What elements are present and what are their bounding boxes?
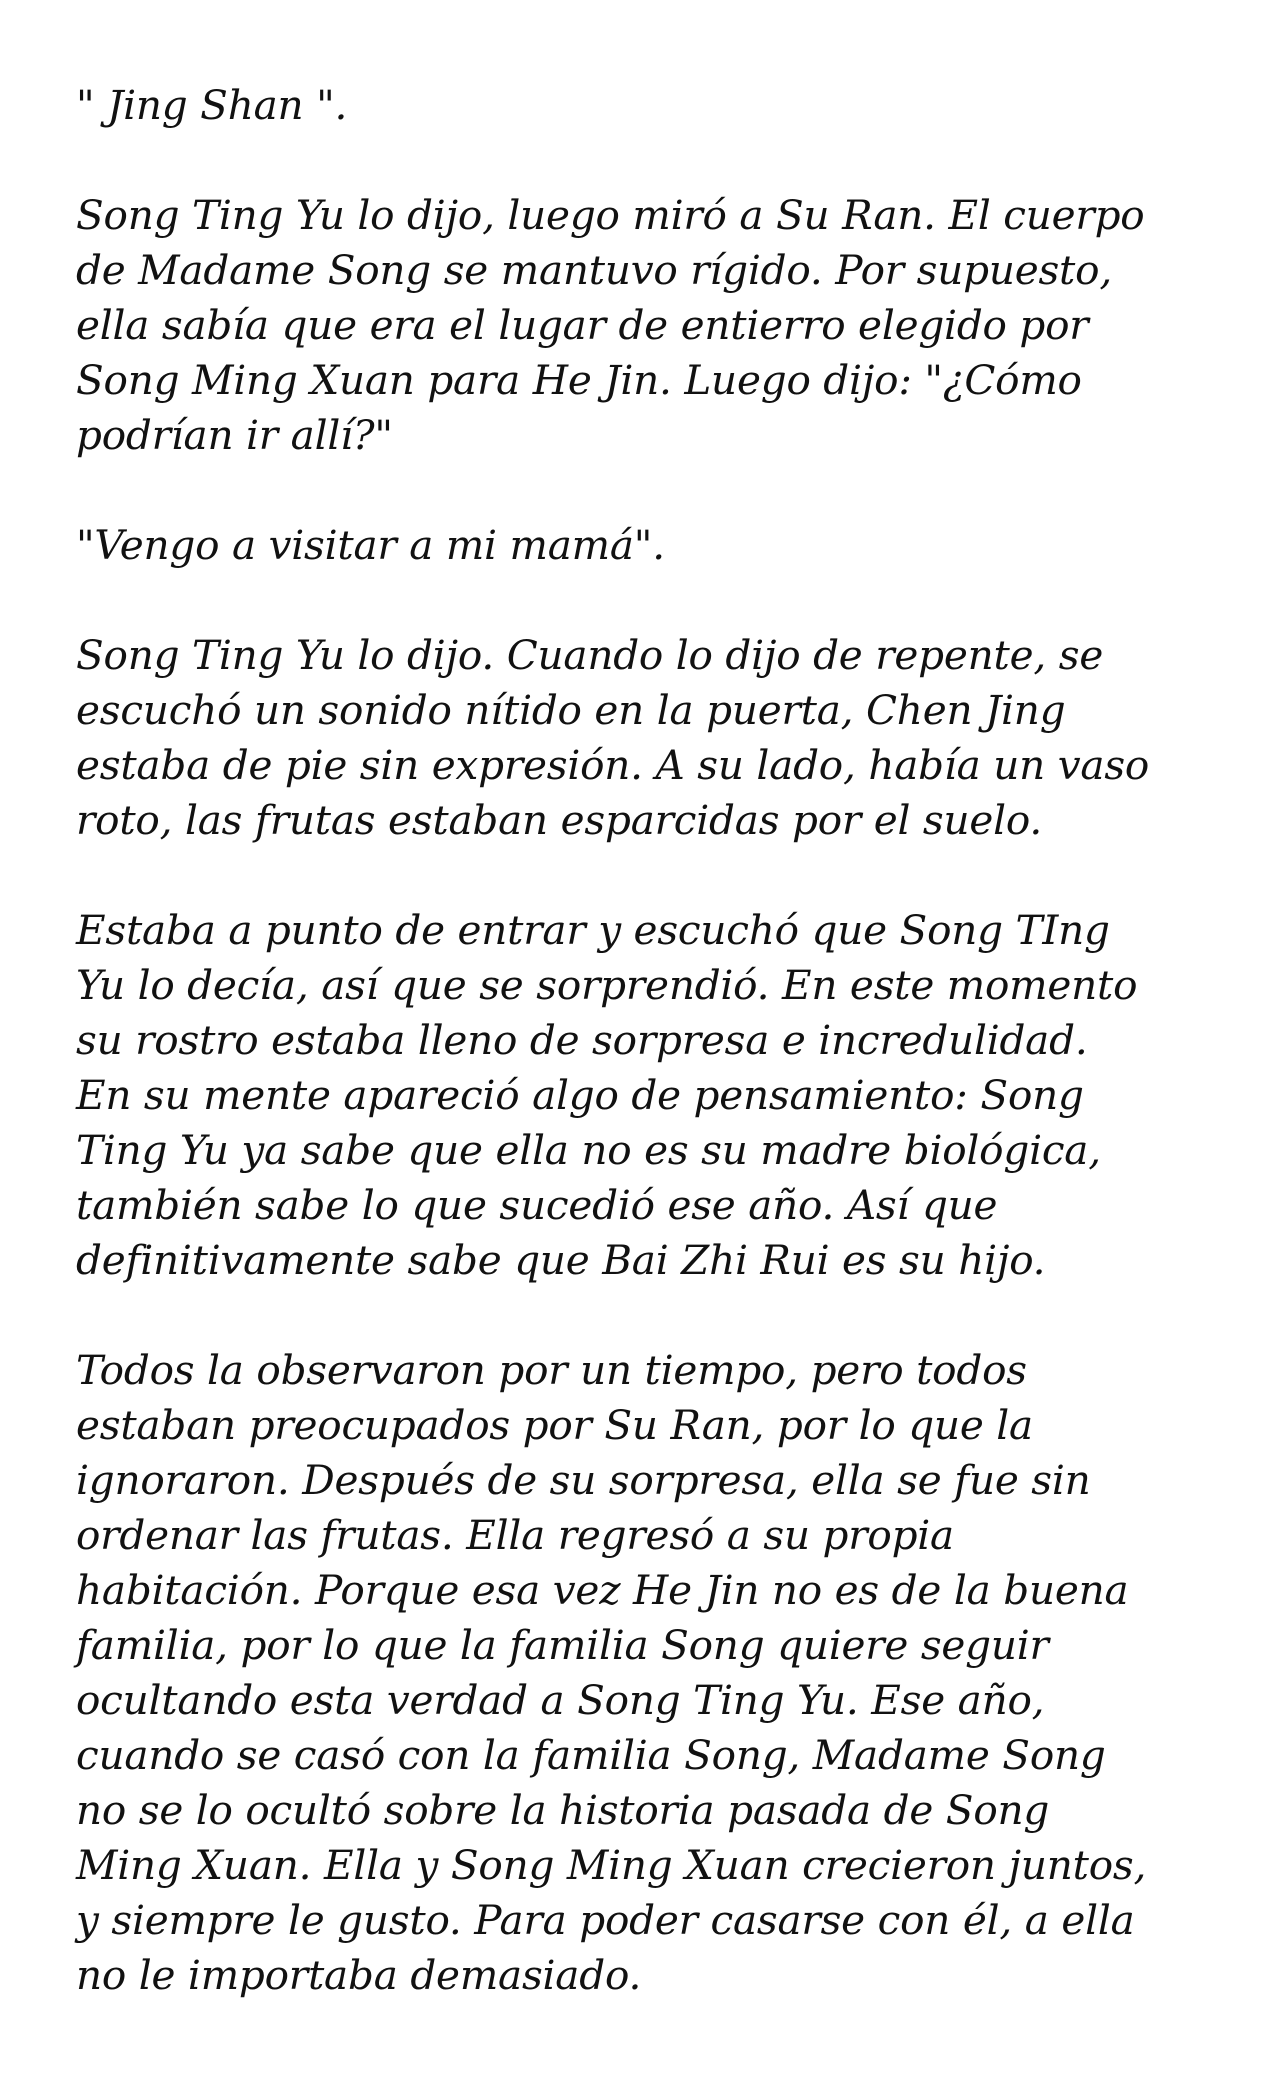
- paragraph-1: [76, 78, 1216, 133]
- text-line: su rostro estaba lleno de sorpresa e incredulidad.: [76, 1016, 1088, 1064]
- text-line: Song Ming Xuan para He Jin. Luego dijo: "¿Cómo: [76, 356, 1082, 404]
- text-line: ella sabía que era el lugar de entierro elegido por: [76, 301, 1089, 349]
- text-line: familia, por lo que la familia Song quiere seguir: [76, 1621, 1049, 1669]
- text-line: Estaba a punto de entrar y escuchó que Song TIng: [76, 906, 1110, 954]
- paragraph-4: [76, 628, 1216, 848]
- text-line: Ming Xuan. Ella y Song Ming Xuan crecieron juntos,: [76, 1841, 1147, 1889]
- text-line: podrían ir allí?": [76, 411, 393, 459]
- text-line: Song Ting Yu lo dijo, luego miró a Su Ran. El cuerpo: [76, 191, 1145, 239]
- document-page: [76, 78, 1216, 2058]
- text-line: cuando se casó con la familia Song, Madame Song: [76, 1731, 1106, 1779]
- text-line: ignoraron. Después de su sorpresa, ella se fue sin: [76, 1456, 1091, 1504]
- text-line: escuchó un sonido nítido en la puerta, Chen Jing: [76, 686, 1066, 734]
- text-line: no le importaba demasiado.: [76, 1951, 642, 1999]
- paragraph-5: [76, 903, 1216, 1288]
- text-line: de Madame Song se mantuvo rígido. Por supuesto,: [76, 246, 1112, 294]
- text-line: habitación. Porque esa vez He Jin no es de la buena: [76, 1566, 1129, 1614]
- text-line: y siempre le gusto. Para poder casarse con él, a ella: [76, 1896, 1135, 1944]
- text-line: también sabe lo que sucedió ese año. Así que: [76, 1181, 998, 1229]
- text-line: Todos la observaron por un tiempo, pero todos: [76, 1346, 1027, 1394]
- paragraph-2: [76, 188, 1216, 463]
- paragraph-3: [76, 518, 1216, 573]
- text-line: estaba de pie sin expresión. A su lado, había un vaso: [76, 741, 1150, 789]
- text-line: estaban preocupados por Su Ran, por lo que la: [76, 1401, 1033, 1449]
- text-line: definitivamente sabe que Bai Zhi Rui es su hijo.: [76, 1236, 1046, 1284]
- text-line: roto, las frutas estaban esparcidas por el suelo.: [76, 796, 1043, 844]
- text-line: Ting Yu ya sabe que ella no es su madre biológica,: [76, 1126, 1101, 1174]
- text-line: "Vengo a visitar a mi mamá".: [76, 521, 665, 569]
- text-line: En su mente apareció algo de pensamiento: Song: [76, 1071, 1084, 1119]
- paragraph-6: [76, 1343, 1216, 2003]
- text-line: " Jing Shan ".: [76, 81, 348, 129]
- text-line: no se lo ocultó sobre la historia pasada de Song: [76, 1786, 1050, 1834]
- text-line: ocultando esta verdad a Song Ting Yu. Ese año,: [76, 1676, 1045, 1724]
- text-line: Yu lo decía, así que se sorprendió. En este momento: [76, 961, 1138, 1009]
- text-line: Song Ting Yu lo dijo. Cuando lo dijo de repente, se: [76, 631, 1104, 679]
- text-line: ordenar las frutas. Ella regresó a su propia: [76, 1511, 955, 1559]
